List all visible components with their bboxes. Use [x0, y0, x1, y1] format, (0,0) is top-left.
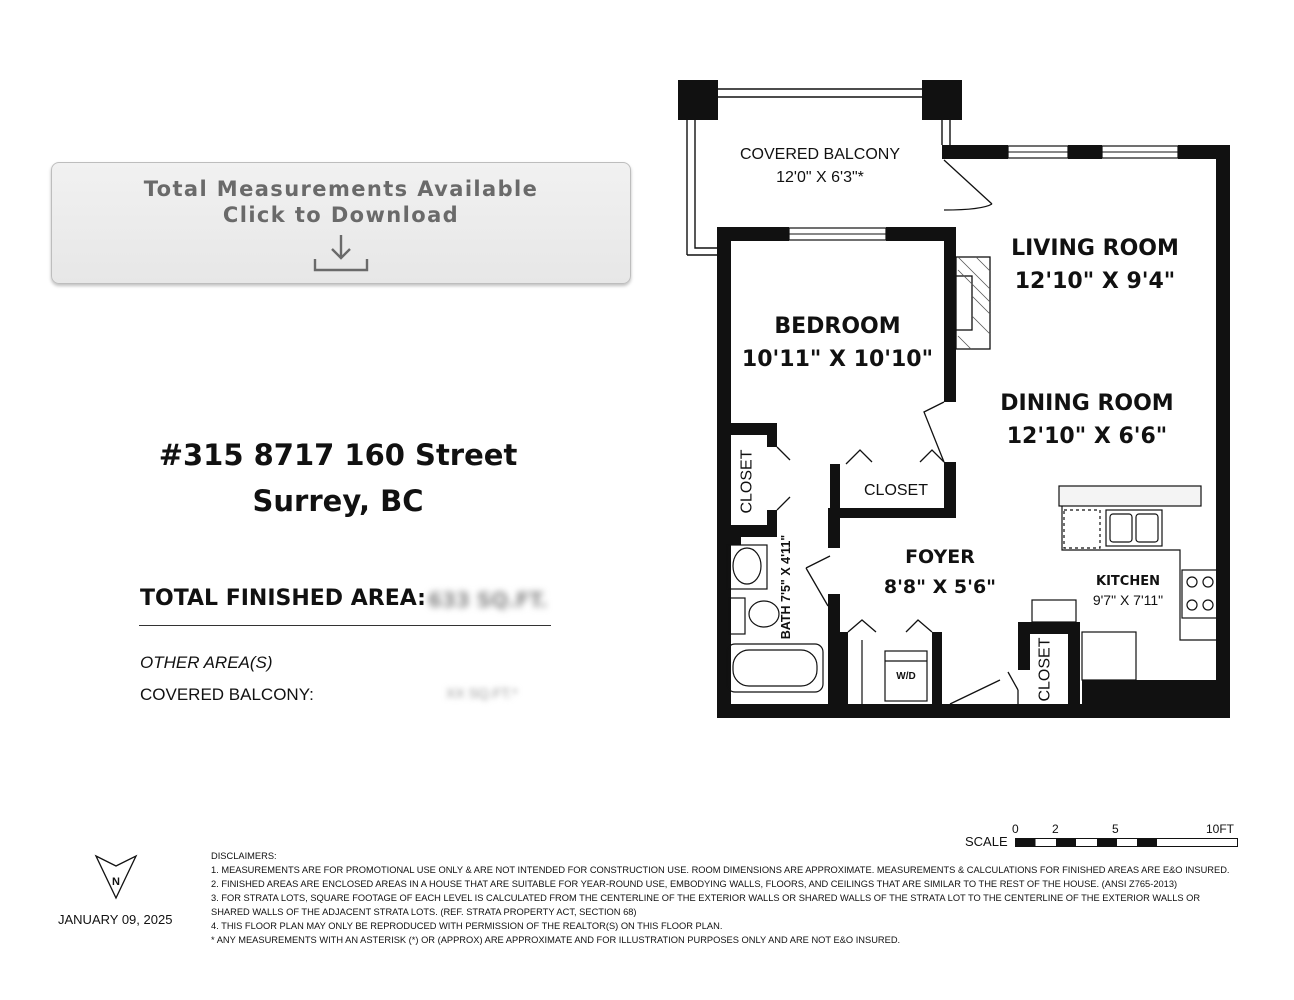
- address-street: #315 8717 160 Street: [158, 438, 518, 472]
- foyer-dims: 8'8" X 5'6": [883, 576, 997, 598]
- other-areas-label: OTHER AREA(S): [140, 653, 273, 672]
- dining-room-dims: 12'10" X 6'6": [1006, 424, 1168, 449]
- scale-tick-2: 2: [1052, 822, 1059, 836]
- room-label-dining-room: [982, 387, 1192, 453]
- download-title: Total Measurements Available: [143, 177, 539, 201]
- plan-date: JANUARY 09, 2025: [58, 912, 173, 927]
- covered-balcony-name: COVERED BALCONY: [739, 146, 901, 163]
- washer-dryer-label: W/D: [896, 671, 916, 682]
- living-room-dims: 12'10" X 9'4": [1014, 269, 1176, 294]
- disclaimer-heading: DISCLAIMERS:: [211, 851, 277, 861]
- disclaimer-line: 1. MEASUREMENTS ARE FOR PROMOTIONAL USE ONLY & ARE NOT INTENDED FOR CONSTRUCTION USE. ROOM DIMENSIONS ARE APPROXIMATE. MEASUREMENTS & CALCULATIONS FOR FINISHED AREAS ARE E&O INSURED.: [211, 865, 1230, 875]
- scale-tick-0: 0: [1012, 822, 1019, 836]
- disclaimer-line: SHARED WALLS OF THE ADJACENT STRATA LOTS. (REF. STRATA PROPERTY ACT, SECTION 68): [211, 907, 637, 917]
- inner-closet-label: CLOSET: [863, 482, 928, 499]
- download-subtitle: Click to Download: [222, 203, 460, 227]
- scale-bar: [1015, 838, 1240, 848]
- covered-balcony-dims: 12'0" X 6'3"*: [776, 169, 864, 186]
- north-arrow-icon: [94, 854, 138, 900]
- disclaimer-line: 2. FINISHED AREAS ARE ENCLOSED AREAS IN A HOUSE THAT ARE SUITABLE FOR YEAR-ROUND USE, EMBODYING WALLS, FLOORS, AND CEILINGS THAT ARE SIMILAR TO THE REST OF THE HOUSE. (ANSI Z765-2013): [211, 879, 1178, 889]
- kitchen-name: KITCHEN: [1096, 574, 1160, 589]
- foyer-name: FOYER: [905, 546, 975, 568]
- living-room-name: LIVING ROOM: [1011, 236, 1179, 261]
- total-area-label: TOTAL FINISHED AREA:: [140, 586, 426, 611]
- covered-balcony-value: XX SQ.FT.*: [446, 685, 518, 701]
- address-city: Surrey, BC: [252, 484, 424, 518]
- bedroom-closet-label: CLOSET: [738, 449, 756, 514]
- balcony-column-right: [922, 80, 962, 120]
- north-letter: N: [112, 876, 120, 888]
- disclaimers: [211, 849, 1271, 947]
- balcony-column-left: [678, 80, 718, 120]
- room-label-living-room: [990, 232, 1200, 298]
- kitchen-dims: 9'7" X 7'11": [1092, 592, 1164, 608]
- dining-room-name: DINING ROOM: [1000, 391, 1174, 416]
- disclaimer-line: 3. FOR STRATA LOTS, SQUARE FOOTAGE OF EACH LEVEL IS CALCULATED FROM THE CENTERLINE OF THE EXTERIOR WALLS OR SHARED WALLS OF THE STRATA LOT TO THE CENTERLINE OF THE EXTERIOR WALLS OR: [211, 893, 1201, 903]
- room-label-covered-balcony: [720, 143, 920, 189]
- bedroom-name: BEDROOM: [774, 314, 901, 339]
- covered-balcony-label: COVERED BALCONY:: [140, 685, 314, 704]
- room-label-kitchen: [1080, 572, 1176, 610]
- bedroom-dims: 10'11" X 10'10": [741, 347, 934, 372]
- bath-label: BATH 7'5" X 4'11": [779, 534, 793, 640]
- disclaimer-line: * ANY MEASUREMENTS WITH AN ASTERISK (*) OR (APPROX) ARE APPROXIMATE AND FOR ILLUSTRATION PURPOSES ONLY AND ARE NOT E&O INSURED.: [211, 935, 901, 945]
- total-area-value: 633 SQ.FT.: [428, 588, 548, 612]
- entry-closet-label: CLOSET: [1036, 637, 1054, 702]
- disclaimer-line: 4. THIS FLOOR PLAN MAY ONLY BE REPRODUCED WITH PERMISSION OF THE REALTOR(S) ON THIS FLOOR PLAN.: [211, 921, 723, 931]
- scale-tick-10: 10FT: [1206, 822, 1235, 836]
- scale-label: SCALE: [965, 834, 1008, 849]
- room-label-bedroom: [730, 310, 945, 376]
- scale-tick-5: 5: [1112, 822, 1119, 836]
- room-label-foyer: [860, 542, 1020, 602]
